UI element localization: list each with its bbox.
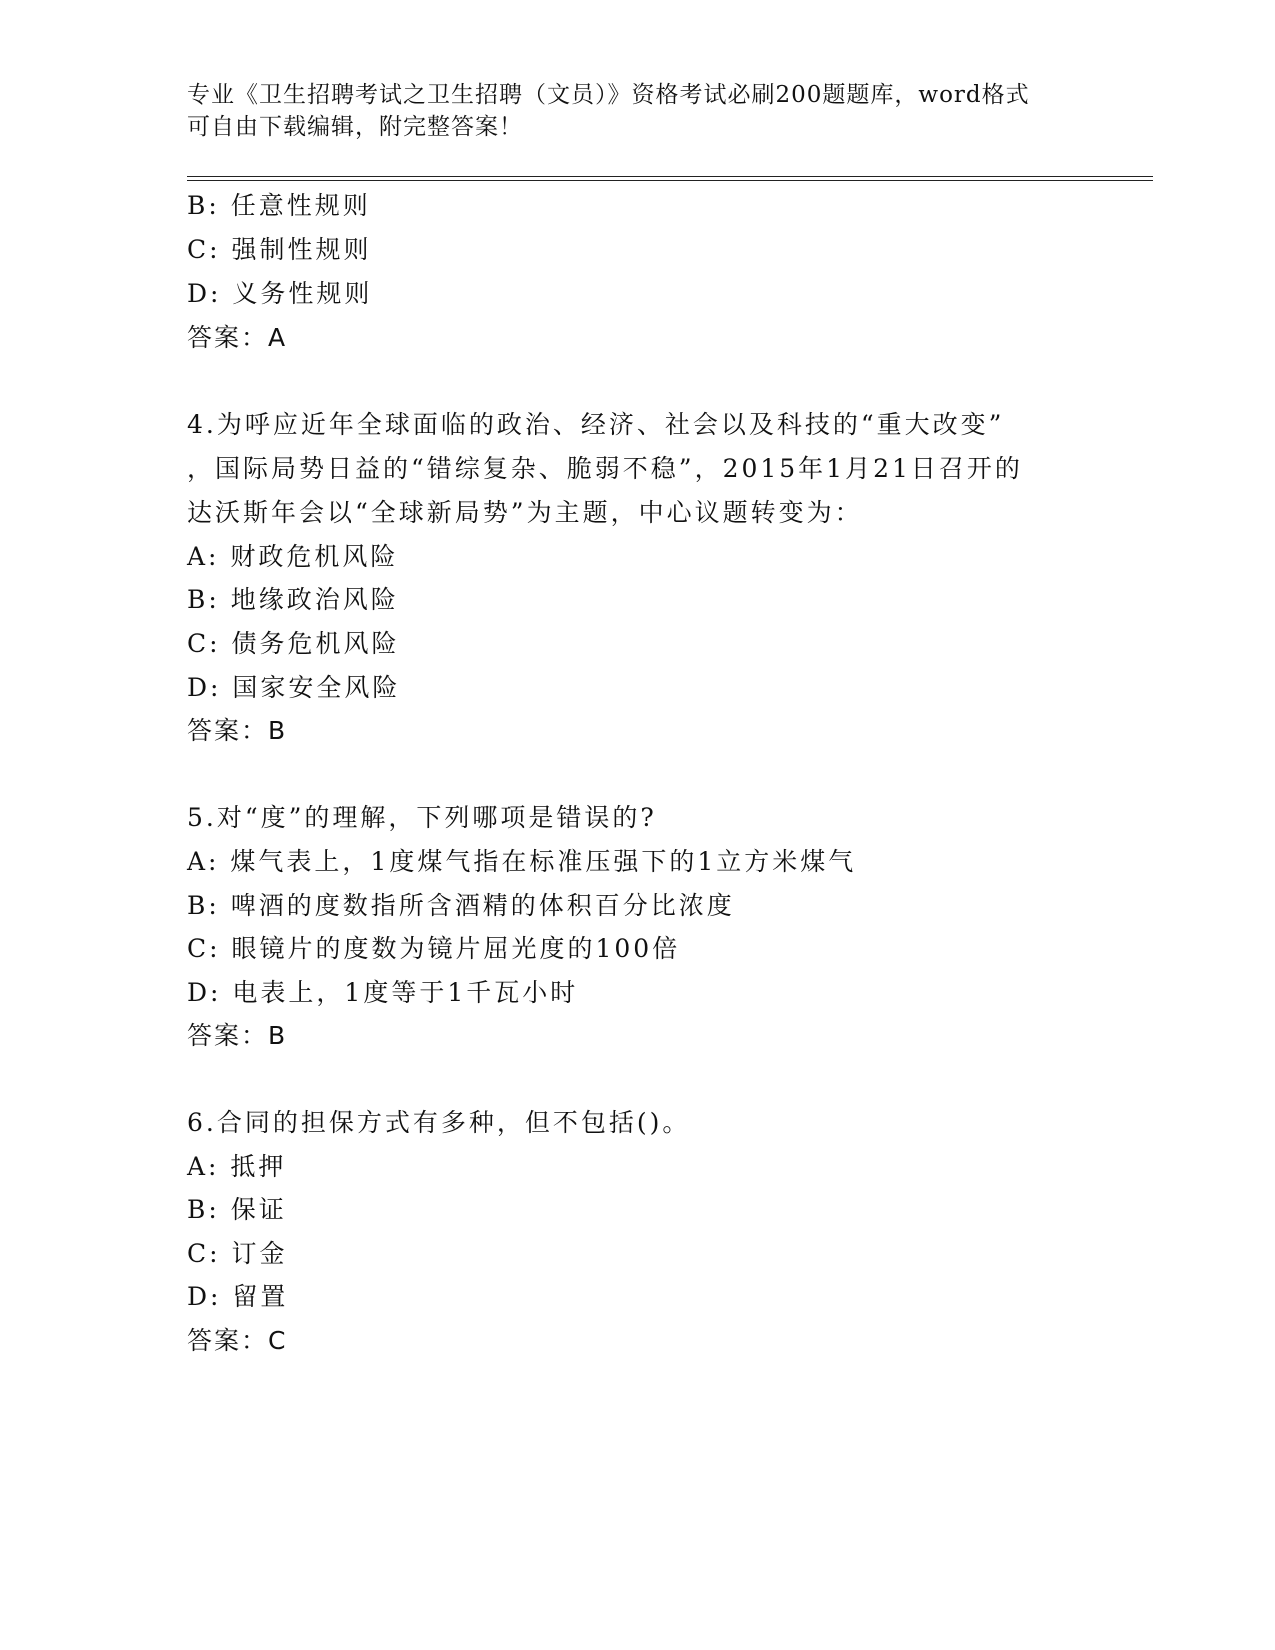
q5-stem: 5.对“度”的理解，下列哪项是错误的? <box>187 803 657 832</box>
q4-stem-line-3: 达沃斯年会以“全球新局势”为主题，中心议题转变为： <box>187 498 863 527</box>
header-divider-top <box>187 176 1153 177</box>
q6-option-c: C: 订金 <box>187 1239 288 1268</box>
q3-answer: 答案：A <box>187 323 288 352</box>
q3-option-d: D: 义务性规则 <box>187 279 373 308</box>
q5-answer: 答案：B <box>187 1021 288 1050</box>
q6-answer: 答案：C <box>187 1326 288 1355</box>
q5-option-d: D: 电表上，1度等于1千瓦小时 <box>187 978 579 1007</box>
header-title-line-1: 专业《卫生招聘考试之卫生招聘（文员）》资格考试必刷200题题库，word格式 <box>187 82 1030 108</box>
q6-option-d: D: 留置 <box>187 1282 289 1311</box>
q4-option-d: D: 国家安全风险 <box>187 673 401 702</box>
q3-option-c: C: 强制性规则 <box>187 235 372 264</box>
q6-option-b: B: 保证 <box>187 1195 287 1224</box>
q4-option-a: A: 财政危机风险 <box>187 542 399 571</box>
q4-answer: 答案：B <box>187 716 288 745</box>
q4-stem-line-1: 4.为呼应近年全球面临的政治、经济、社会以及科技的“重大改变” <box>187 410 1005 439</box>
q5-option-b: B: 啤酒的度数指所含酒精的体积百分比浓度 <box>187 891 735 920</box>
q6-option-a: A: 抵押 <box>187 1152 287 1181</box>
q3-option-b: B: 任意性规则 <box>187 191 371 220</box>
q4-stem-line-2: ，国际局势日益的“错综复杂、脆弱不稳”，2015年1月21日召开的 <box>187 454 1023 483</box>
header-title-line-2: 可自由下载编辑，附完整答案！ <box>187 114 523 140</box>
q4-option-b: B: 地缘政治风险 <box>187 585 399 614</box>
q5-option-c: C: 眼镜片的度数为镜片屈光度的100倍 <box>187 934 681 963</box>
header-divider-bottom <box>187 180 1153 181</box>
q5-option-a: A: 煤气表上，1度煤气指在标准压强下的1立方米煤气 <box>187 847 857 876</box>
q6-stem: 6.合同的担保方式有多种，但不包括()。 <box>187 1108 691 1137</box>
q4-option-c: C: 债务危机风险 <box>187 629 400 658</box>
